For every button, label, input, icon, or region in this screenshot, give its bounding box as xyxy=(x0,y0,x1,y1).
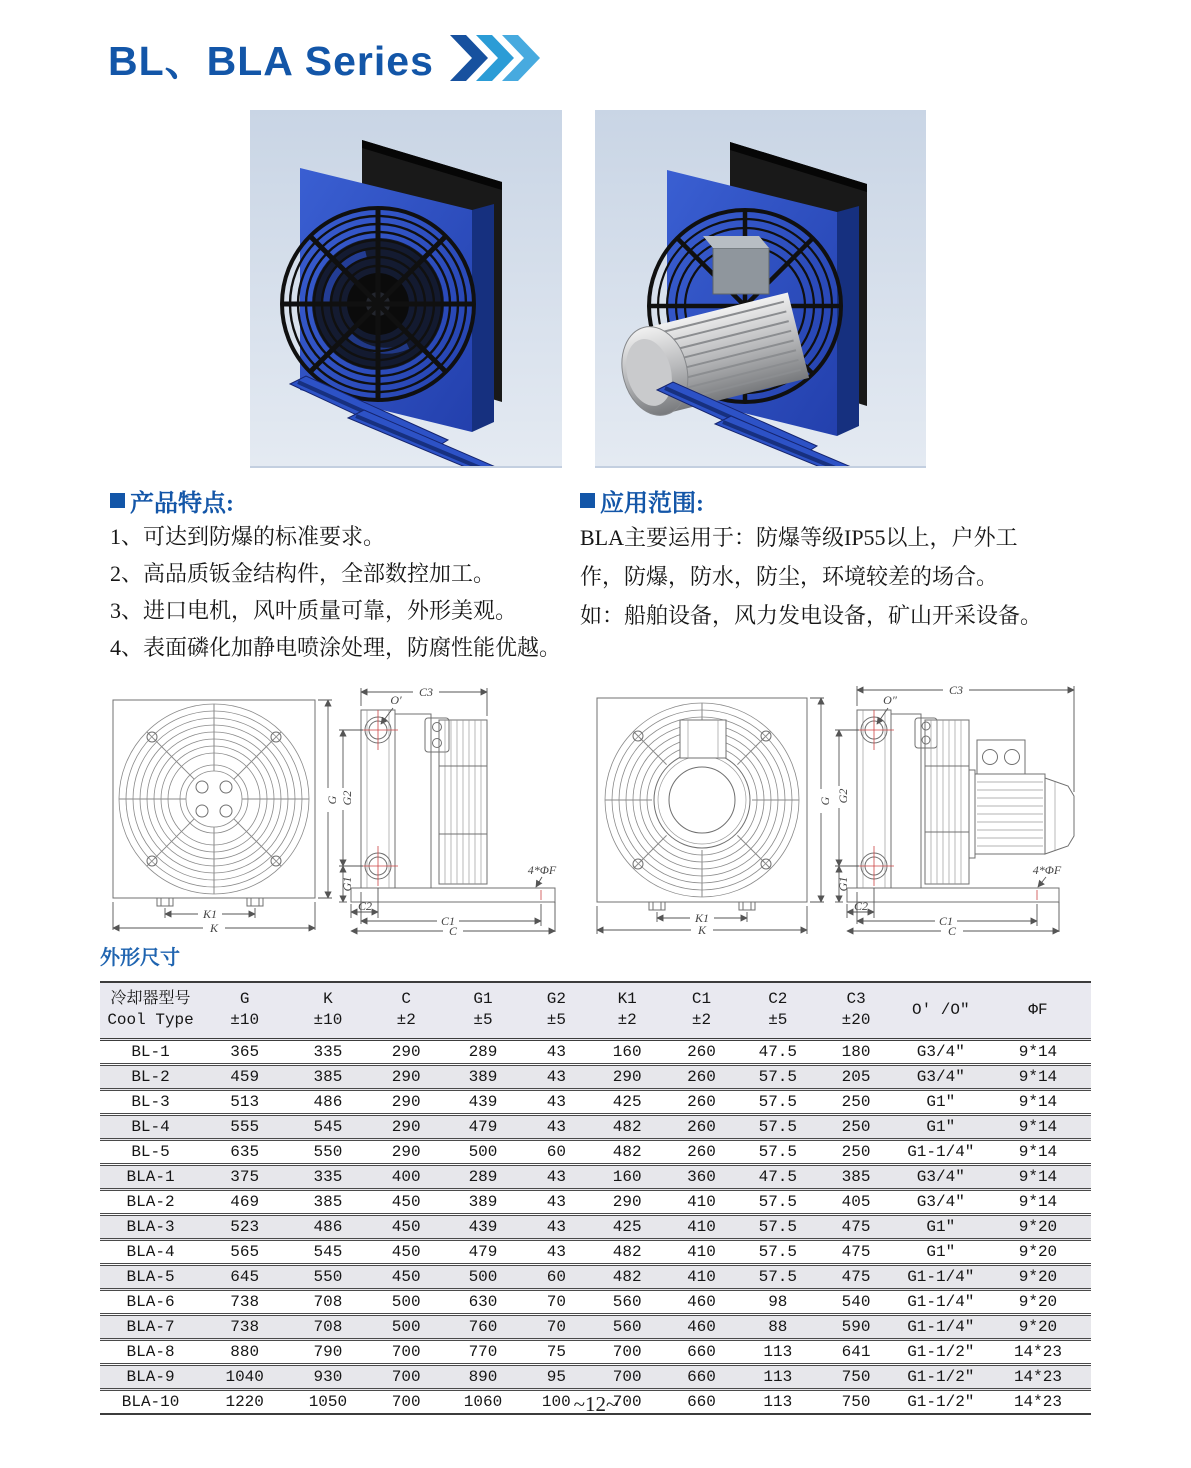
table-body xyxy=(100,1040,1091,1415)
svg-text:K1: K1 xyxy=(202,907,218,921)
bla-dimension-drawing xyxy=(585,664,1090,936)
svg-text:O″: O″ xyxy=(883,693,897,707)
table-cell: 555 xyxy=(230,1118,260,1136)
table-cell: 700 xyxy=(612,1393,642,1411)
table-row xyxy=(100,1040,1091,1065)
svg-text:C1: C1 xyxy=(938,914,954,928)
table-cell: 482 xyxy=(612,1118,642,1136)
table-cell: BL-3 xyxy=(131,1093,170,1111)
table-cell: 645 xyxy=(230,1268,260,1286)
table-cell: 290 xyxy=(391,1068,421,1086)
table-cell: 290 xyxy=(391,1043,421,1061)
table-cell: 479 xyxy=(468,1118,498,1136)
table-cell: 482 xyxy=(612,1268,642,1286)
table-cell: 635 xyxy=(230,1143,260,1161)
table-cell: 410 xyxy=(687,1193,716,1211)
table-cell: 290 xyxy=(612,1068,642,1086)
table-cell: 450 xyxy=(391,1193,421,1211)
svg-text:4*ΦF: 4*ΦF xyxy=(527,863,557,877)
table-cell: 250 xyxy=(841,1118,871,1136)
table-cell: 513 xyxy=(230,1093,260,1111)
table-row xyxy=(100,1365,1091,1390)
table-cell: 500 xyxy=(391,1293,421,1311)
product-photo-bla xyxy=(595,110,926,468)
table-row xyxy=(100,1190,1091,1215)
table-cell: 290 xyxy=(391,1143,421,1161)
table-cell: 57.5 xyxy=(758,1068,797,1086)
table-cell: G1″ xyxy=(926,1243,956,1261)
svg-text:C: C xyxy=(448,924,458,936)
table-cell: 260 xyxy=(687,1068,716,1086)
table-cell: 57.5 xyxy=(758,1093,797,1111)
table-cell: 450 xyxy=(391,1218,421,1236)
table-cell: 88 xyxy=(768,1318,788,1336)
table-cell: 560 xyxy=(612,1318,642,1336)
table-cell: 9*14 xyxy=(1018,1143,1058,1161)
table-cell: 482 xyxy=(612,1143,642,1161)
column-header: C ±2 xyxy=(396,990,416,1029)
table-cell: G1-1/4″ xyxy=(907,1318,975,1336)
svg-text:C3: C3 xyxy=(418,685,434,699)
table-cell: 260 xyxy=(687,1118,716,1136)
table-cell: 385 xyxy=(313,1193,343,1211)
table-cell: BLA-6 xyxy=(126,1293,175,1311)
table-cell: 410 xyxy=(687,1268,716,1286)
table-cell: 160 xyxy=(612,1043,642,1061)
svg-text:O′: O′ xyxy=(390,693,402,707)
table-cell: 60 xyxy=(546,1268,566,1286)
table-cell: 43 xyxy=(546,1043,566,1061)
table-cell: 14*23 xyxy=(1013,1343,1062,1361)
column-header: K ±10 xyxy=(313,990,343,1029)
table-cell: 290 xyxy=(391,1118,421,1136)
svg-text:G: G xyxy=(325,795,339,805)
feature-item: 1、可达到防爆的标准要求。 xyxy=(110,524,386,549)
table-cell: 550 xyxy=(313,1268,343,1286)
table-cell: 290 xyxy=(391,1093,421,1111)
table-cell: 9*14 xyxy=(1018,1168,1058,1186)
table-row xyxy=(100,1340,1091,1365)
table-cell: 450 xyxy=(391,1243,421,1261)
page-header xyxy=(108,28,542,87)
table-cell: BL-2 xyxy=(131,1068,170,1086)
bl-side-view xyxy=(351,710,555,902)
table-cell: 880 xyxy=(230,1343,260,1361)
table-cell: 482 xyxy=(612,1243,642,1261)
table-cell: 460 xyxy=(687,1293,716,1311)
table-cell: G1″ xyxy=(926,1118,956,1136)
table-cell: 260 xyxy=(687,1143,716,1161)
table-cell: 365 xyxy=(230,1043,260,1061)
table-cell: 486 xyxy=(313,1218,343,1236)
table-cell: 760 xyxy=(468,1318,498,1336)
dimension-table-wrap xyxy=(100,981,1091,1415)
table-cell: 360 xyxy=(687,1168,716,1186)
table-cell: 790 xyxy=(313,1343,343,1361)
table-cell: 450 xyxy=(391,1268,421,1286)
table-cell: 410 xyxy=(687,1243,716,1261)
svg-text:G2: G2 xyxy=(340,790,354,806)
table-row xyxy=(100,1240,1091,1265)
table-cell: 700 xyxy=(612,1368,642,1386)
applications-heading-label: 应用范围: xyxy=(600,491,704,517)
table-cell: BLA-4 xyxy=(126,1243,175,1261)
table-cell: 47.5 xyxy=(758,1043,797,1061)
table-row xyxy=(100,1315,1091,1340)
table-cell: BL-1 xyxy=(131,1043,170,1061)
table-cell: 1040 xyxy=(225,1368,264,1386)
table-cell: 400 xyxy=(391,1168,421,1186)
features-heading-label: 产品特点: xyxy=(130,491,234,517)
table-cell: 100 xyxy=(541,1393,571,1411)
table-cell: 290 xyxy=(612,1193,642,1211)
table-cell: 70 xyxy=(546,1293,566,1311)
table-row xyxy=(100,1065,1091,1090)
svg-text:4*ΦF: 4*ΦF xyxy=(1032,863,1062,877)
table-cell: 439 xyxy=(468,1093,498,1111)
table-cell: 180 xyxy=(841,1043,871,1061)
table-cell: 565 xyxy=(230,1243,260,1261)
table-cell: 660 xyxy=(687,1368,716,1386)
table-cell: 385 xyxy=(313,1068,343,1086)
table-cell: 475 xyxy=(841,1268,871,1286)
table-cell: 389 xyxy=(468,1068,498,1086)
table-cell: G3/4″ xyxy=(916,1193,965,1211)
table-cell: 540 xyxy=(841,1293,871,1311)
table-cell: 660 xyxy=(687,1343,716,1361)
table-cell: 385 xyxy=(841,1168,871,1186)
table-row xyxy=(100,1290,1091,1315)
table-cell: 57.5 xyxy=(758,1268,797,1286)
table-cell: 70 xyxy=(546,1318,566,1336)
table-cell: G1-1/2″ xyxy=(907,1368,975,1386)
table-cell: 410 xyxy=(687,1218,716,1236)
table-cell: 43 xyxy=(546,1243,566,1261)
table-row xyxy=(100,1090,1091,1115)
bl-side-dimensions xyxy=(339,685,557,936)
table-cell: 335 xyxy=(313,1043,343,1061)
table-cell: BL-4 xyxy=(131,1118,170,1136)
table-cell: 500 xyxy=(391,1318,421,1336)
table-cell: 700 xyxy=(391,1343,421,1361)
table-cell: G1″ xyxy=(926,1218,956,1236)
table-cell: 98 xyxy=(768,1293,788,1311)
table-cell: 9*14 xyxy=(1018,1193,1058,1211)
table-cell: BLA-5 xyxy=(126,1268,175,1286)
table-cell: 9*14 xyxy=(1018,1068,1058,1086)
table-cell: BLA-1 xyxy=(126,1168,175,1186)
table-cell: G1-1/4″ xyxy=(907,1143,975,1161)
square-bullet-icon xyxy=(580,493,595,508)
table-cell: 289 xyxy=(468,1043,498,1061)
table-cell: 43 xyxy=(546,1193,566,1211)
table-cell: 930 xyxy=(313,1368,343,1386)
table-cell: 57.5 xyxy=(758,1218,797,1236)
table-cell: 560 xyxy=(612,1293,642,1311)
table-cell: G3/4″ xyxy=(916,1168,965,1186)
svg-text:K: K xyxy=(697,923,707,936)
applications-line: BLA主要运用于：防爆等级IP55以上，户外工 xyxy=(580,525,1018,550)
table-cell: 250 xyxy=(841,1143,871,1161)
table-cell: 60 xyxy=(546,1143,566,1161)
table-cell: 738 xyxy=(230,1293,260,1311)
table-cell: 43 xyxy=(546,1068,566,1086)
feature-item: 2、高品质钣金结构件，全部数控加工。 xyxy=(110,561,496,586)
table-cell: 475 xyxy=(841,1218,871,1236)
square-bullet-icon xyxy=(110,493,125,508)
svg-text:C2: C2 xyxy=(357,899,373,913)
table-cell: G1-1/2″ xyxy=(907,1343,975,1361)
table-cell: 425 xyxy=(612,1218,642,1236)
table-cell: 389 xyxy=(468,1193,498,1211)
applications-heading xyxy=(580,483,704,518)
table-cell: 523 xyxy=(230,1218,260,1236)
table-cell: 14*23 xyxy=(1013,1368,1062,1386)
table-cell: 75 xyxy=(546,1343,566,1361)
table-row xyxy=(100,1215,1091,1240)
table-cell: 550 xyxy=(313,1143,343,1161)
svg-text:G1: G1 xyxy=(340,876,354,892)
table-cell: 1060 xyxy=(463,1393,503,1411)
svg-text:G1: G1 xyxy=(836,876,850,892)
table-cell: 95 xyxy=(546,1368,566,1386)
table-cell: 630 xyxy=(468,1293,498,1311)
table-cell: 660 xyxy=(687,1393,716,1411)
table-cell: 9*14 xyxy=(1018,1043,1058,1061)
table-cell: 750 xyxy=(841,1368,871,1386)
bla-cooler-illustration xyxy=(595,110,926,466)
column-header: C3 ±20 xyxy=(841,990,871,1029)
table-cell: 113 xyxy=(763,1393,793,1411)
table-cell: 260 xyxy=(687,1043,716,1061)
table-cell: 335 xyxy=(313,1168,343,1186)
svg-text:C3: C3 xyxy=(948,683,964,697)
svg-text:G: G xyxy=(818,796,832,806)
table-cell: 9*20 xyxy=(1018,1293,1058,1311)
table-cell: 500 xyxy=(468,1143,498,1161)
table-cell: 113 xyxy=(763,1343,793,1361)
column-header: C2 ±5 xyxy=(768,990,788,1029)
table-cell: 57.5 xyxy=(758,1193,797,1211)
table-row xyxy=(100,1115,1091,1140)
column-header: C1 ±2 xyxy=(691,990,712,1029)
table-cell: 9*14 xyxy=(1018,1093,1058,1111)
triple-chevron-icon xyxy=(450,35,542,81)
table-cell: 590 xyxy=(841,1318,871,1336)
dimension-table xyxy=(100,981,1091,1415)
table-cell: 57.5 xyxy=(758,1243,797,1261)
table-cell: BLA-3 xyxy=(126,1218,175,1236)
table-cell: 425 xyxy=(612,1093,642,1111)
feature-item: 3、进口电机，风叶质量可靠，外形美观。 xyxy=(110,598,518,623)
table-cell: 160 xyxy=(612,1168,642,1186)
table-header-row xyxy=(100,982,1091,1040)
table-cell: 205 xyxy=(841,1068,871,1086)
table-cell: BLA-2 xyxy=(126,1193,175,1211)
table-cell: 43 xyxy=(546,1218,566,1236)
table-row xyxy=(100,1265,1091,1290)
svg-text:K1: K1 xyxy=(694,911,710,925)
table-cell: 545 xyxy=(313,1243,343,1261)
table-cell: BL-5 xyxy=(131,1143,170,1161)
table-cell: 641 xyxy=(841,1343,871,1361)
table-head xyxy=(100,982,1091,1040)
table-cell: 1050 xyxy=(308,1393,348,1411)
table-cell: G1-1/4″ xyxy=(907,1268,975,1286)
table-cell: BLA-8 xyxy=(126,1343,175,1361)
table-cell: 260 xyxy=(687,1093,716,1111)
column-header: ΦF xyxy=(1028,1000,1048,1019)
table-cell: G3/4″ xyxy=(916,1068,965,1086)
bl-front-view xyxy=(113,700,315,906)
table-cell: 545 xyxy=(313,1118,343,1136)
features-heading xyxy=(110,483,234,518)
table-cell: 708 xyxy=(313,1318,343,1336)
table-cell: 469 xyxy=(230,1193,260,1211)
table-cell: 708 xyxy=(313,1293,343,1311)
table-cell: BLA-7 xyxy=(126,1318,175,1336)
page-number: ~12~ xyxy=(573,1392,618,1416)
table-cell: 43 xyxy=(546,1093,566,1111)
table-cell: 9*14 xyxy=(1018,1118,1058,1136)
table-cell: 459 xyxy=(230,1068,260,1086)
table-cell: 405 xyxy=(841,1193,871,1211)
bla-front-view xyxy=(597,698,807,910)
column-header: K1 ±2 xyxy=(617,990,637,1029)
table-cell: 700 xyxy=(391,1393,421,1411)
table-cell: 375 xyxy=(230,1168,260,1186)
table-cell: 439 xyxy=(468,1218,498,1236)
table-cell: BLA-9 xyxy=(126,1368,175,1386)
table-cell: 700 xyxy=(391,1368,421,1386)
page-title: BL、BLA Series xyxy=(108,38,434,84)
applications-line: 如：船舶设备，风力发电设备，矿山开采设备。 xyxy=(580,603,1043,628)
column-header: O′ /O″ xyxy=(911,1000,970,1019)
table-cell: 486 xyxy=(313,1093,343,1111)
table-cell: 770 xyxy=(468,1343,498,1361)
features-list xyxy=(110,518,561,666)
svg-text:C1: C1 xyxy=(440,914,456,928)
table-section-title: 外形尺寸 xyxy=(100,947,180,969)
table-cell: 700 xyxy=(612,1343,642,1361)
table-cell: 9*20 xyxy=(1018,1218,1058,1236)
table-row xyxy=(100,1140,1091,1165)
table-cell: 9*20 xyxy=(1018,1268,1058,1286)
table-cell: G1-1/4″ xyxy=(907,1293,975,1311)
table-cell: 57.5 xyxy=(758,1143,797,1161)
bl-cooler-illustration xyxy=(250,110,562,466)
table-cell: G1-1/2″ xyxy=(907,1393,975,1411)
table-cell: 289 xyxy=(468,1168,498,1186)
column-header: G2 ±5 xyxy=(546,990,566,1029)
svg-text:C: C xyxy=(947,924,957,936)
table-cell: 43 xyxy=(546,1168,566,1186)
table-cell: 113 xyxy=(763,1368,793,1386)
applications-text xyxy=(580,518,1095,635)
table-cell: BLA-10 xyxy=(121,1393,180,1411)
fan-guard xyxy=(282,208,474,400)
applications-line: 作，防爆，防水，防尘，环境较差的场合。 xyxy=(580,564,999,589)
table-cell: 43 xyxy=(546,1118,566,1136)
bl-dimension-drawing xyxy=(95,664,585,936)
table-cell: 47.5 xyxy=(758,1168,797,1186)
table-cell: 9*20 xyxy=(1018,1243,1058,1261)
table-cell: 475 xyxy=(841,1243,871,1261)
svg-text:K: K xyxy=(209,921,219,935)
table-cell: 9*20 xyxy=(1018,1318,1058,1336)
table-cell: 250 xyxy=(841,1093,871,1111)
table-cell: 57.5 xyxy=(758,1118,797,1136)
svg-text:G2: G2 xyxy=(836,788,850,804)
table-cell: 14*23 xyxy=(1013,1393,1062,1411)
table-cell: 479 xyxy=(468,1243,498,1261)
table-cell: 460 xyxy=(687,1318,716,1336)
svg-text:C2: C2 xyxy=(853,899,869,913)
table-cell: 1220 xyxy=(225,1393,264,1411)
table-row xyxy=(100,1165,1091,1190)
column-header: G ±10 xyxy=(230,990,260,1029)
feature-item: 4、表面磷化加静电喷涂处理，防腐性能优越。 xyxy=(110,635,562,660)
product-photo-bl xyxy=(250,110,562,468)
table-cell: 500 xyxy=(468,1268,498,1286)
table-cell: 890 xyxy=(468,1368,498,1386)
column-header: 冷却器型号 Cool Type xyxy=(107,990,194,1029)
bla-side-dimensions xyxy=(835,683,1074,936)
table-cell: G3/4″ xyxy=(916,1043,965,1061)
table-cell: 750 xyxy=(841,1393,871,1411)
column-header: G1 ±5 xyxy=(473,990,493,1029)
table-cell: 738 xyxy=(230,1318,260,1336)
table-cell: G1″ xyxy=(926,1093,956,1111)
